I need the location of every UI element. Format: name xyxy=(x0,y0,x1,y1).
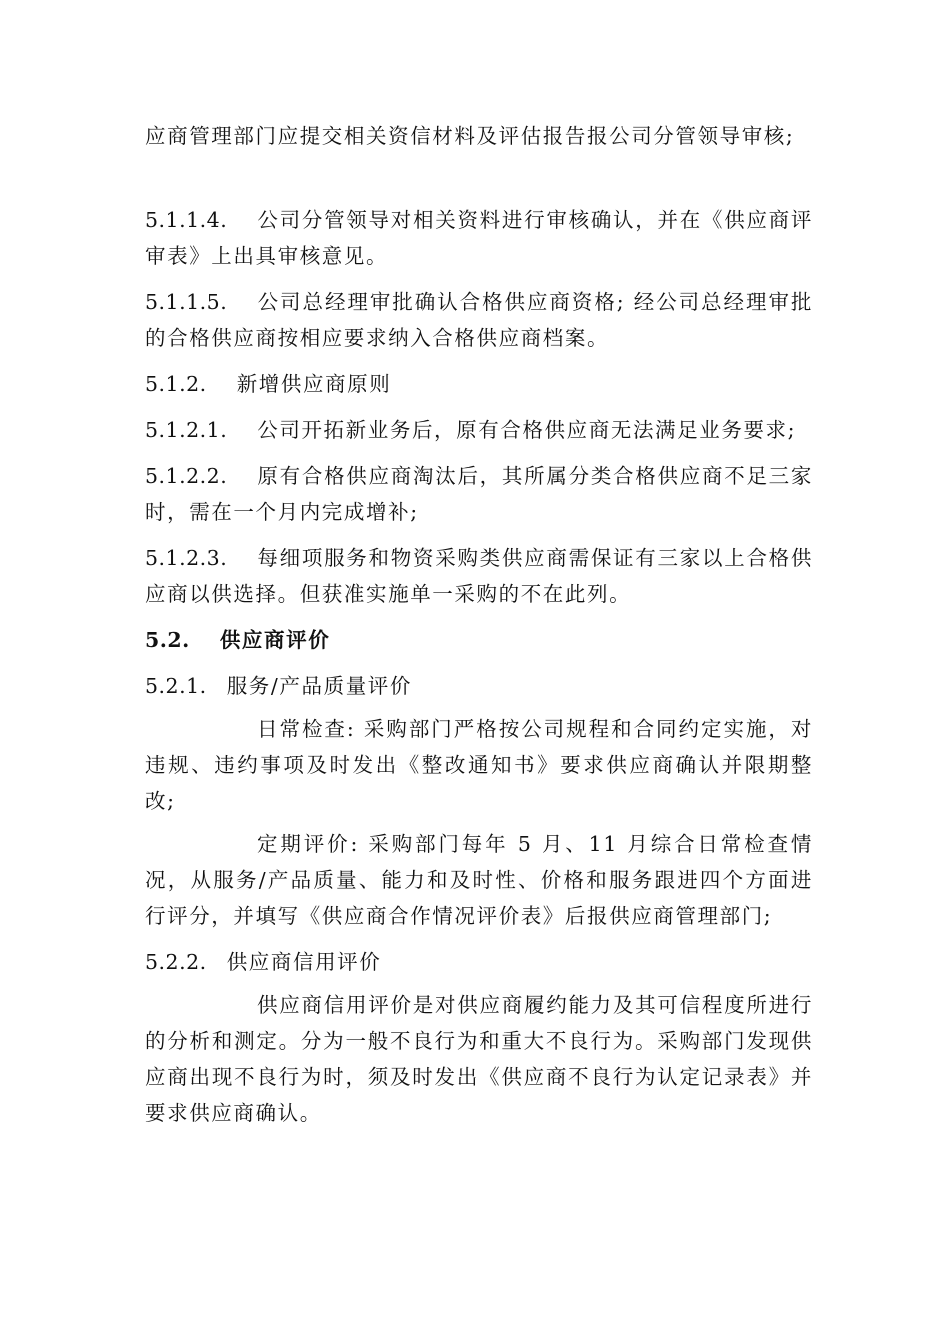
paragraph-continuation xyxy=(145,118,813,154)
document-page xyxy=(145,118,813,1131)
section-heading-5-2 xyxy=(145,622,813,658)
paragraph-text: 应商管理部门应提交相关资信材料及评估报告报公司分管领导审核; xyxy=(145,124,795,148)
paragraph-text: 日常检查: 采购部门严格按公司规程和合同约定实施，对违规、违约事项及时发出《整改通知书》要求供应商确认并限期整改; xyxy=(145,717,813,813)
paragraph-text: 定期评价: 采购部门每年 5 月、11 月综合日常检查情况，从服务/产品质量、能力和及时性、价格和服务跟进四个方面进行评分，并填写《供应商合作情况评价表》后报供应商管理部门; xyxy=(145,832,813,928)
clause-5-1-2-1 xyxy=(145,412,813,448)
clause-5-1-1-4 xyxy=(145,202,813,274)
clause-number: 5.2.2. xyxy=(145,950,207,974)
clause-number: 5.1.1.5. xyxy=(145,290,228,314)
clause-number: 5.1.2.1. xyxy=(145,418,228,442)
clause-text: 服务/产品质量评价 xyxy=(226,674,412,698)
clause-number: 5.2.1. xyxy=(145,674,207,698)
paragraph-text: 供应商信用评价是对供应商履约能力及其可信程度所进行的分析和测定。分为一般不良行为和重大不良行为。采购部门发现供应商出现不良行为时，须及时发出《供应商不良行为认定记录表》并要求供应商确认。 xyxy=(145,993,813,1125)
clause-5-2-2 xyxy=(145,944,813,980)
clause-5-1-2-3 xyxy=(145,540,813,612)
paragraph-credit-evaluation xyxy=(145,987,813,1131)
clause-5-2-1 xyxy=(145,668,813,704)
clause-text: 每细项服务和物资采购类供应商需保证有三家以上合格供应商以供选择。但获准实施单一采购的不在此列。 xyxy=(145,546,813,606)
clause-text: 新增供应商原则 xyxy=(236,372,392,396)
clause-number: 5.1.2. xyxy=(145,372,207,396)
clause-text: 原有合格供应商淘汰后，其所属分类合格供应商不足三家时，需在一个月内完成增补; xyxy=(145,464,813,524)
paragraph-daily-inspection xyxy=(145,711,813,819)
clause-5-1-1-5 xyxy=(145,284,813,356)
clause-number: 5.1.1.4. xyxy=(145,208,228,232)
clause-text: 公司开拓新业务后，原有合格供应商无法满足业务要求; xyxy=(257,418,797,442)
clause-number: 5.1.2.2. xyxy=(145,464,228,488)
clause-number: 5.1.2.3. xyxy=(145,546,228,570)
clause-text: 公司总经理审批确认合格供应商资格; 经公司总经理审批的合格供应商按相应要求纳入合格供应商档案。 xyxy=(145,290,813,350)
section-number: 5.2. xyxy=(145,628,190,652)
section-title: 供应商评价 xyxy=(219,628,331,652)
paragraph-periodic-evaluation xyxy=(145,826,813,934)
clause-5-1-2 xyxy=(145,366,813,402)
clause-5-1-2-2 xyxy=(145,458,813,530)
clause-text: 公司分管领导对相关资料进行审核确认，并在《供应商评审表》上出具审核意见。 xyxy=(145,208,813,268)
clause-text: 供应商信用评价 xyxy=(226,950,382,974)
